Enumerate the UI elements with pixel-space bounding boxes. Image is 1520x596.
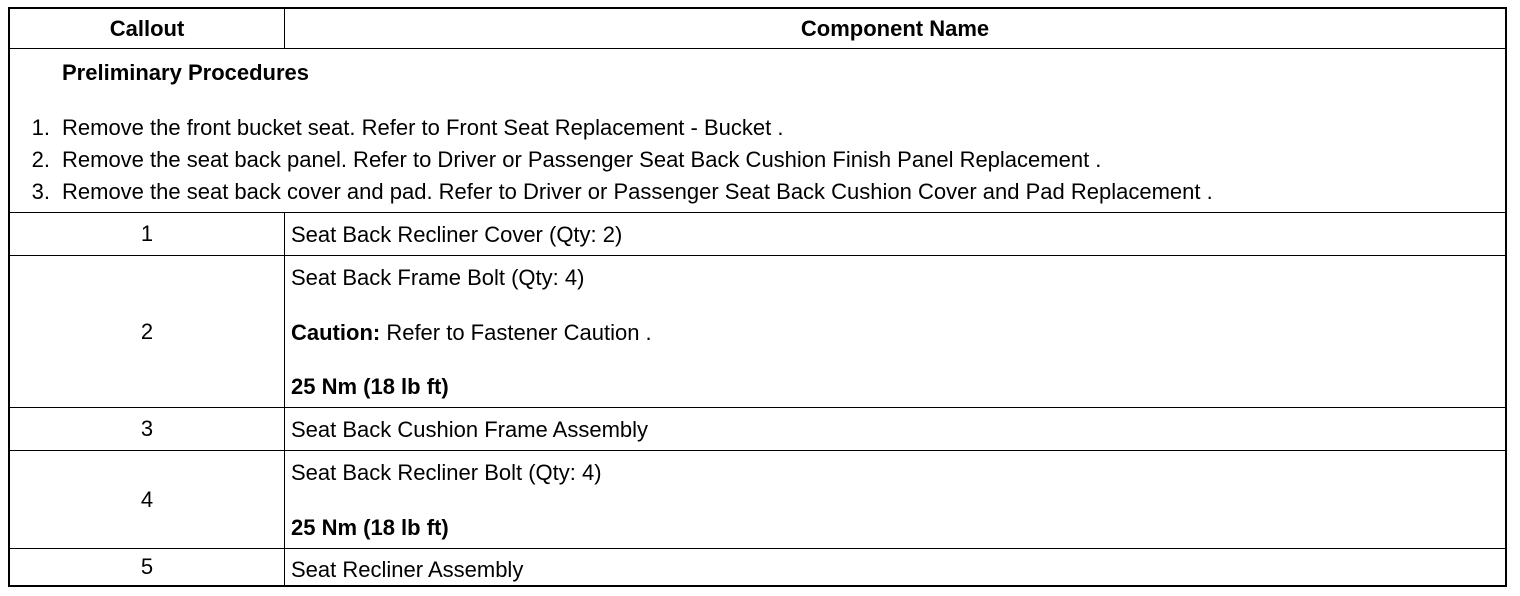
table-row xyxy=(10,256,1505,408)
component-name: Seat Back Recliner Cover (Qty: 2) xyxy=(291,222,623,247)
torque-spec: 25 Nm (18 lb ft) xyxy=(291,374,449,399)
step-text: Remove the front bucket seat. Refer to Front Seat Replacement - Bucket . xyxy=(62,115,784,140)
table-row xyxy=(10,549,1505,585)
component-cell xyxy=(285,451,1505,548)
callout-number: 2 xyxy=(140,318,154,344)
table-row xyxy=(10,213,1505,256)
callout-cell xyxy=(10,549,285,585)
preliminary-procedures-row xyxy=(10,49,1505,213)
caution-note xyxy=(291,320,652,346)
table-row xyxy=(10,408,1505,451)
callout-number: 5 xyxy=(140,554,154,579)
component-name-header xyxy=(285,9,1505,48)
callout-cell xyxy=(10,213,285,255)
component-cell xyxy=(285,256,1505,407)
callout-cell xyxy=(10,451,285,548)
table-header-row xyxy=(10,9,1505,49)
caution-label: Caution: xyxy=(291,320,381,345)
component-cell xyxy=(285,213,1505,255)
step-number: 1. xyxy=(31,115,50,140)
component-table xyxy=(8,7,1507,587)
callout-number: 4 xyxy=(140,486,154,512)
component-name: Seat Back Recliner Bolt (Qty: 4) xyxy=(291,460,602,485)
callout-number: 3 xyxy=(140,416,154,441)
component-name: Seat Back Frame Bolt (Qty: 4) xyxy=(291,265,585,290)
component-cell xyxy=(285,549,1505,585)
preliminary-title: Preliminary Procedures xyxy=(62,60,310,85)
component-name: Seat Back Cushion Frame Assembly xyxy=(291,417,649,442)
table-row xyxy=(10,451,1505,549)
callout-cell xyxy=(10,408,285,450)
step-number: 2. xyxy=(31,147,50,172)
component-name: Seat Recliner Assembly xyxy=(291,557,524,582)
step-text: Remove the seat back panel. Refer to Driver or Passenger Seat Back Cushion Finish Panel Replacement . xyxy=(62,147,1102,172)
component-cell xyxy=(285,408,1505,450)
step-number: 3. xyxy=(31,179,50,204)
step-text: Remove the seat back cover and pad. Refer to Driver or Passenger Seat Back Cushion Cover and Pad Replacement . xyxy=(62,179,1213,204)
callout-cell xyxy=(10,256,285,407)
preliminary-procedures xyxy=(10,49,1505,212)
component-name-header-label: Component Name xyxy=(800,15,990,41)
torque-spec: 25 Nm (18 lb ft) xyxy=(291,515,449,540)
callout-header xyxy=(10,9,285,48)
callout-number: 1 xyxy=(140,221,154,246)
caution-text: Refer to Fastener Caution . xyxy=(380,320,652,345)
callout-header-label: Callout xyxy=(109,15,185,41)
